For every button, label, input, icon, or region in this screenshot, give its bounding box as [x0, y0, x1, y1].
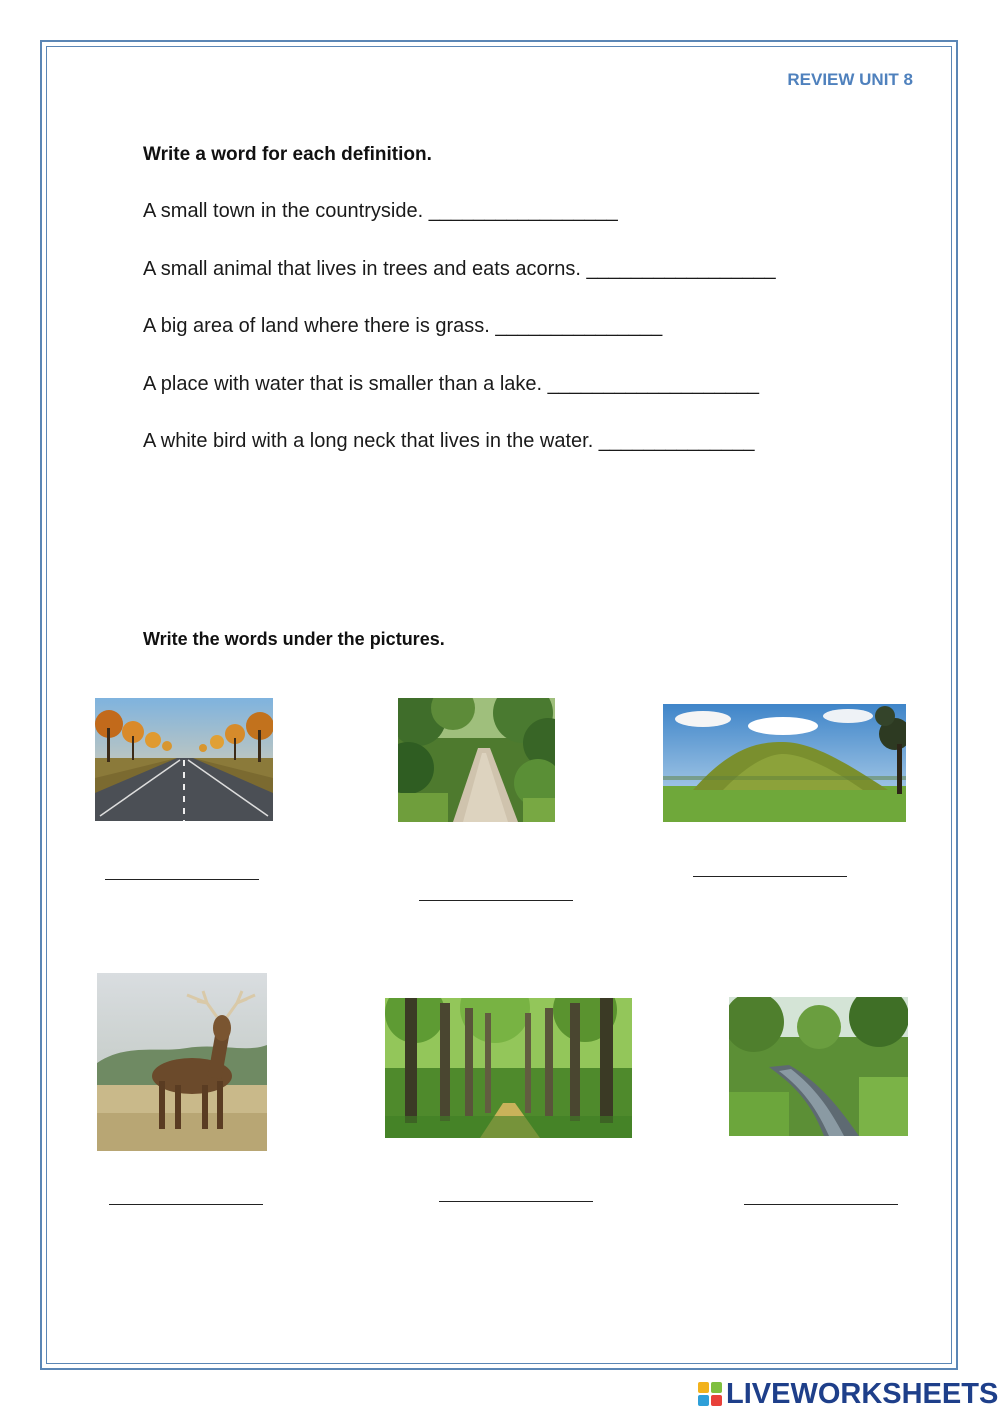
deer-photo [97, 973, 267, 1151]
answer-blank-deer[interactable] [109, 1204, 263, 1205]
hill-photo [663, 704, 906, 822]
definition-item: A small animal that lives in trees and eats acorns. _________________ [143, 257, 776, 280]
definition-item: A white bird with a long neck that lives in the water. ______________ [143, 430, 755, 452]
definitions-list [143, 200, 776, 488]
answer-blank-path[interactable] [419, 900, 573, 901]
definition-item: A small town in the countryside. _________________ [143, 200, 618, 222]
definition-item: A big area of land where there is grass. _______________ [143, 315, 663, 337]
answer-blank-hill[interactable] [693, 876, 847, 877]
answer-blank-road[interactable] [105, 879, 259, 880]
logo-blocks-icon [698, 1382, 722, 1406]
answer-blank-forest[interactable] [439, 1201, 593, 1202]
definitions-instruction: Write a word for each definition. [143, 144, 432, 165]
answer-blank-stream[interactable] [744, 1204, 898, 1205]
path-photo [398, 698, 555, 822]
unit-label: REVIEW UNIT 8 [787, 70, 913, 89]
pictures-instruction: Write the words under the pictures. [143, 629, 445, 649]
liveworksheets-logo [698, 1378, 998, 1410]
definition-item: A place with water that is smaller than a lake. ___________________ [143, 372, 759, 395]
stream-photo [729, 997, 908, 1136]
forest-photo [385, 998, 632, 1138]
logo-text: LIVEWORKSHEETS [726, 1377, 999, 1410]
road-photo [95, 698, 273, 821]
